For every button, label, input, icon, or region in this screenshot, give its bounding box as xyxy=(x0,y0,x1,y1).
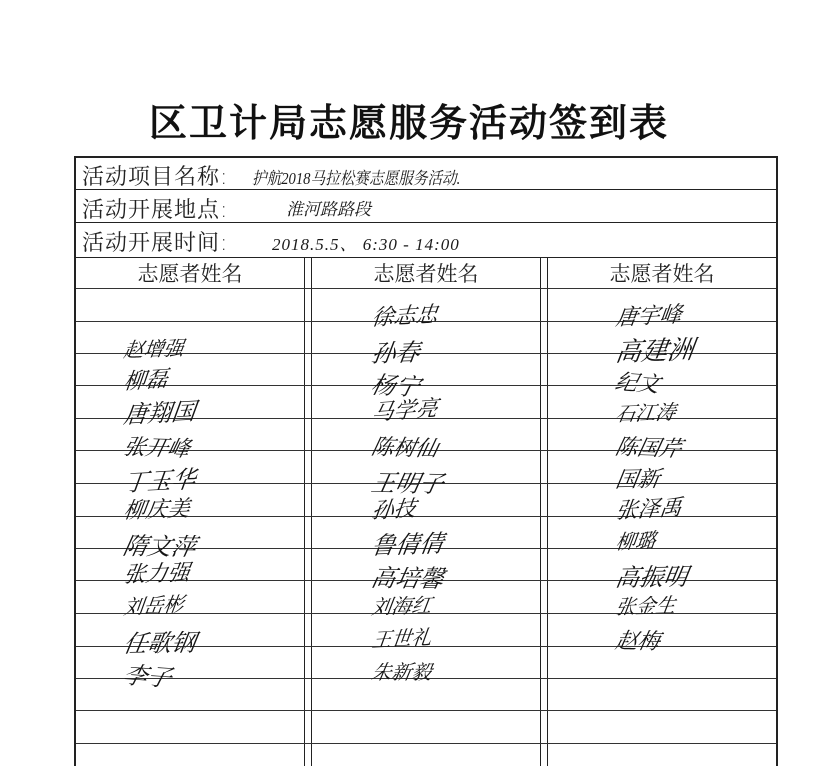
row-line xyxy=(76,288,776,289)
volunteer-signature: 纪文 xyxy=(612,369,663,397)
time-row xyxy=(76,224,776,258)
volunteer-signature: 赵增强 xyxy=(122,337,186,363)
volunteer-signature: 徐志忠 xyxy=(370,301,440,331)
volunteer-signature: 张金生 xyxy=(614,594,678,620)
project-label: 活动项目名称: xyxy=(82,165,229,190)
volunteer-signature: 柳磊 xyxy=(122,365,170,395)
volunteer-signature: 柳璐 xyxy=(614,529,657,555)
location-row xyxy=(76,191,776,223)
volunteer-signature: 刘海红 xyxy=(370,594,434,620)
project-value: 护航2018马拉松赛志愿服务活动. xyxy=(252,169,461,188)
volunteer-signature: 高振明 xyxy=(613,564,690,593)
volunteer-signature: 唐翔国 xyxy=(121,399,198,430)
volunteer-signature: 国新 xyxy=(613,466,662,493)
volunteer-signature: 高建洲 xyxy=(613,335,696,368)
volunteer-signature: 唐宇峰 xyxy=(614,301,684,331)
volunteer-signature: 朱新毅 xyxy=(369,662,434,684)
location-label: 活动开展地点: xyxy=(82,198,229,223)
row-line xyxy=(76,743,776,744)
volunteer-signature: 高培馨 xyxy=(368,566,446,594)
volunteer-signature: 陈国芹 xyxy=(613,434,685,462)
row-line xyxy=(76,385,776,386)
volunteer-signature: 赵梅 xyxy=(613,628,663,654)
location-value: 淮河路路段 xyxy=(286,200,371,219)
row-line xyxy=(76,710,776,711)
volunteer-signature: 丁玉华 xyxy=(121,467,198,498)
volunteer-signature: 李子 xyxy=(119,663,175,693)
time-value: 2018.5.5、 6:30 - 14:00 xyxy=(272,235,460,254)
column-divider-1 xyxy=(304,257,312,766)
volunteer-signature: 鲁倩倩 xyxy=(369,531,446,561)
project-row xyxy=(76,158,776,190)
column-header-3: 志愿者姓名 xyxy=(609,262,715,286)
volunteer-signature: 孙春 xyxy=(369,340,422,369)
volunteer-signature: 王明子 xyxy=(368,471,446,499)
column-divider-2 xyxy=(540,257,548,766)
volunteer-signature: 马学亮 xyxy=(370,395,440,426)
volunteer-signature: 柳庆美 xyxy=(122,495,192,524)
volunteer-signature: 陈树仙 xyxy=(369,434,441,462)
signin-sheet xyxy=(74,156,778,766)
column-header-1: 志愿者姓名 xyxy=(137,262,243,286)
column-header-2: 志愿者姓名 xyxy=(373,262,479,286)
volunteer-signature: 孙技 xyxy=(370,495,418,524)
volunteer-signature: 隋文萍 xyxy=(120,534,198,562)
page-title: 区卫计局志愿服务活动签到表 xyxy=(148,100,669,145)
volunteer-signature: 张力强 xyxy=(122,559,192,588)
time-label: 活动开展时间: xyxy=(82,231,229,256)
volunteer-signature: 杨宁 xyxy=(368,373,423,402)
volunteer-signature: 张泽禹 xyxy=(614,494,684,524)
volunteer-signature: 石江涛 xyxy=(614,401,678,427)
volunteer-signature: 张开峰 xyxy=(121,434,193,462)
volunteer-signature: 任歌钢 xyxy=(121,630,198,659)
volunteer-signature: 王世礼 xyxy=(370,626,433,653)
volunteer-signature: 刘岳彬 xyxy=(122,593,185,620)
